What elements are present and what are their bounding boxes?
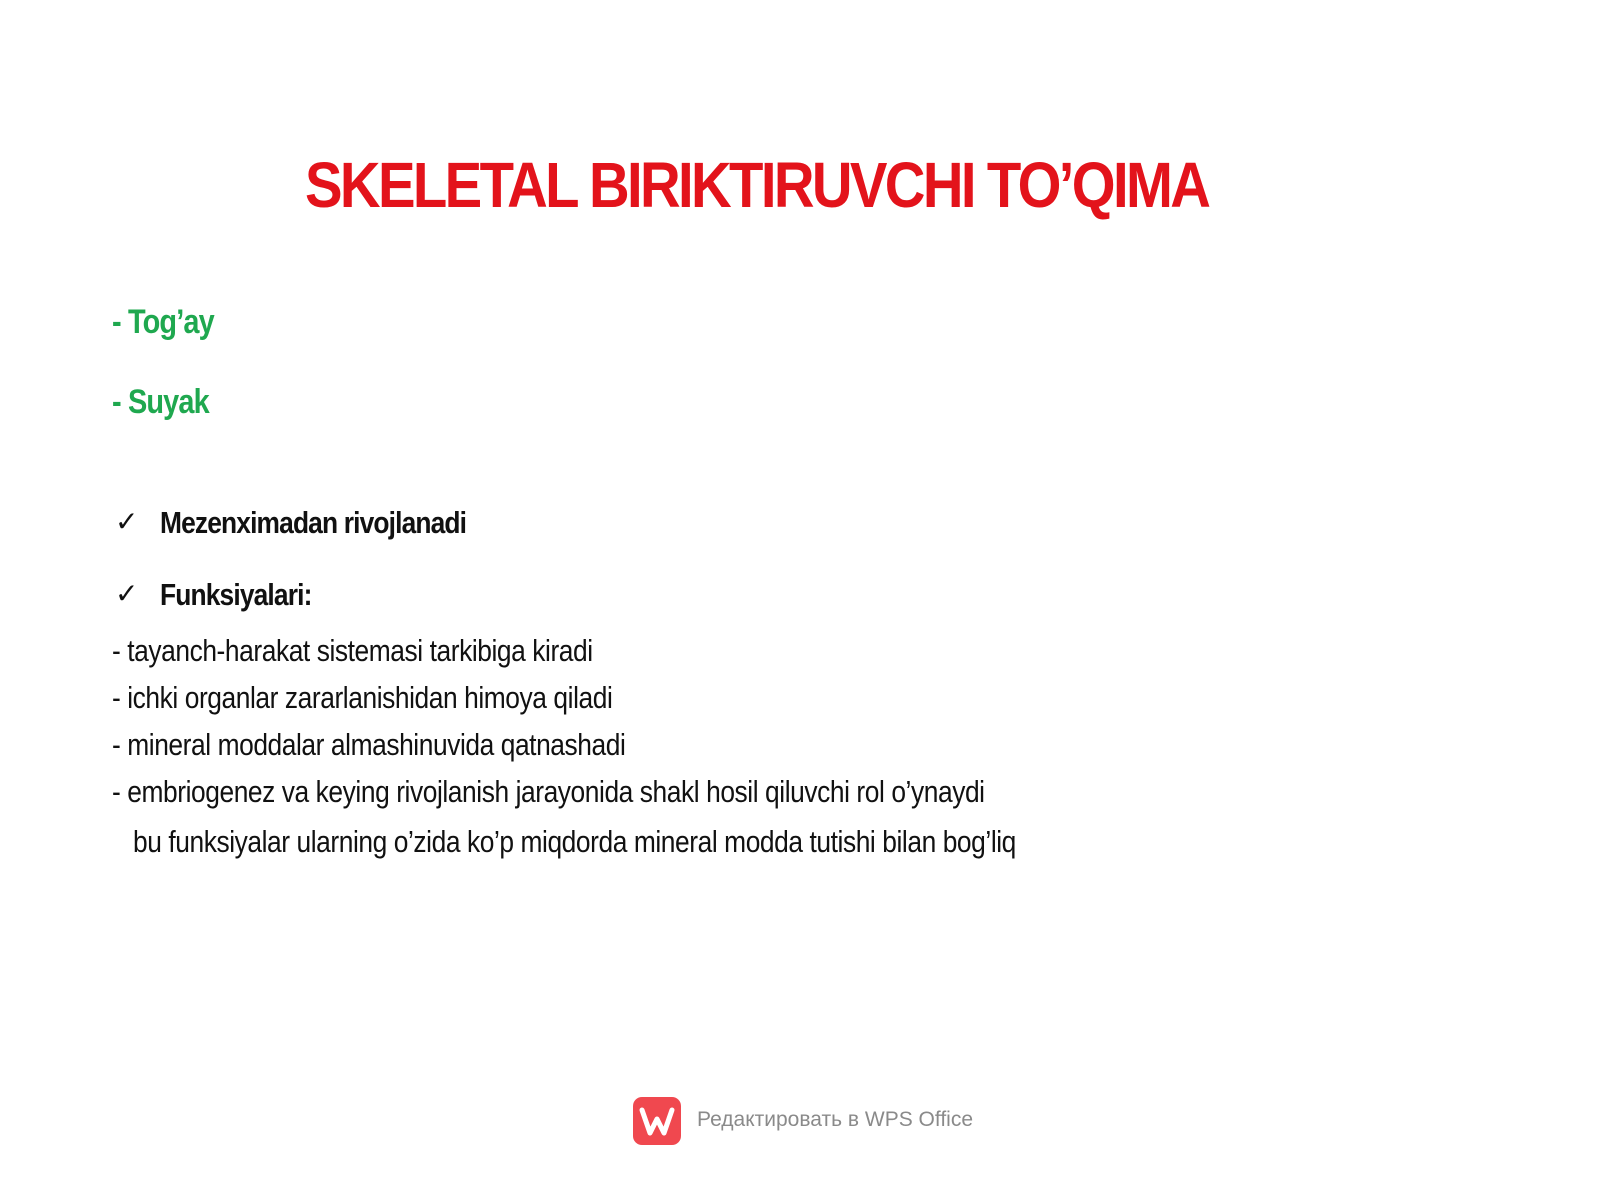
wps-office-icon: [633, 1097, 681, 1145]
type-item-bone: - Suyak: [112, 383, 209, 421]
wps-edit-label: Редактировать в WPS Office: [697, 1108, 974, 1131]
checkmark-icon: ✓: [115, 577, 139, 610]
check-item-label: Funksiyalari:: [160, 577, 312, 612]
slide-title: SKELETAL BIRIKTIRUVCHI TO’QIMA: [305, 149, 1209, 221]
function-note: bu funksiyalar ularning o’zida ko’p miqdorda mineral modda tutishi bilan bog’liq: [133, 824, 1016, 859]
checkmark-icon: ✓: [115, 505, 139, 538]
function-line: - ichki organlar zararlanishidan himoya qiladi: [112, 680, 613, 715]
type-item-cartilage: - Tog’ay: [112, 303, 214, 341]
check-item-label: Mezenximadan rivojlanadi: [160, 505, 467, 540]
function-line: - embriogenez va keying rivojlanish jarayonida shakl hosil qiluvchi rol o’ynaydi: [112, 774, 985, 809]
function-line: - mineral moddalar almashinuvida qatnashadi: [112, 727, 626, 762]
function-line: - tayanch-harakat sistemasi tarkibiga kiradi: [112, 633, 593, 668]
